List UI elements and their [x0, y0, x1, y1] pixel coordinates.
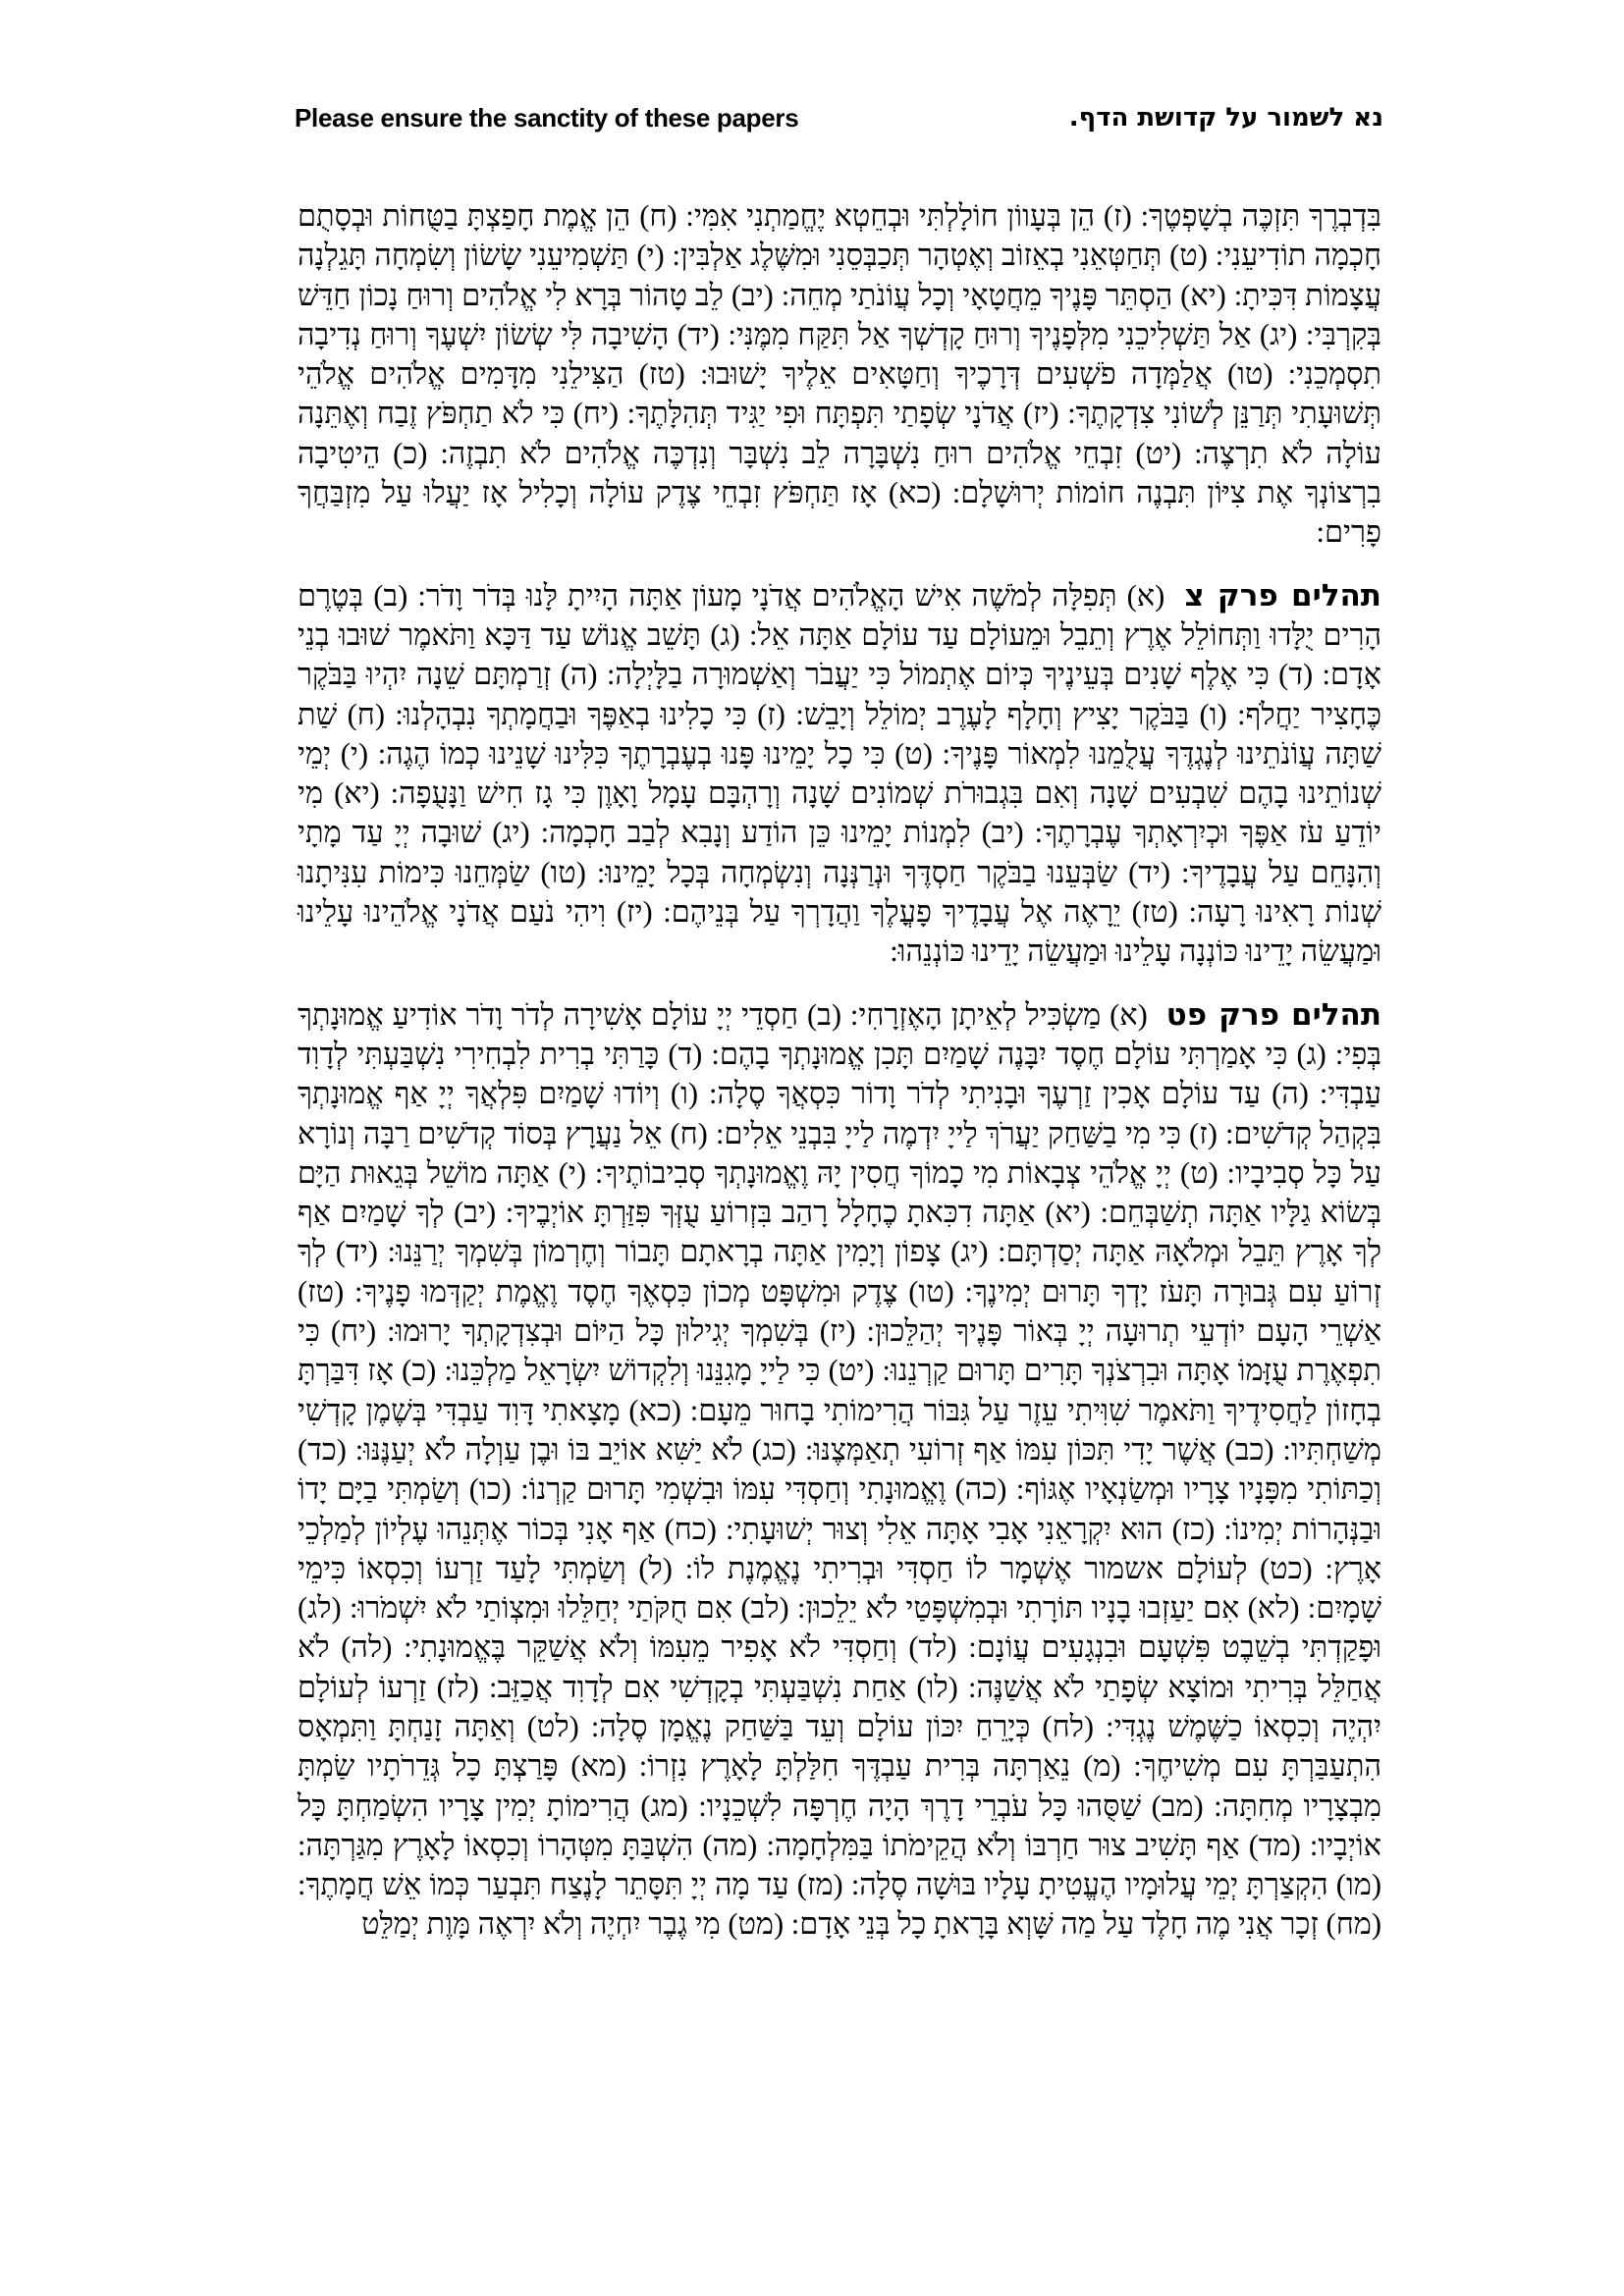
chapter-text: (א) תְּפִלָּה לְמֹשֶׁה אִישׁ הָאֱלֹהִים אֲדֹנָי מָעוֹן אַתָּה הָיִיתָ לָּנוּ בְּדֹר וָדֹר: (ב) בְּטֶרֶם הָרִים יֻלָּדוּ וַתְּחוֹלֵל אֶרֶץ וְתֵבֵל וּמֵעוֹלָם עַד עוֹלָם אַתָּה אֵל: (ג) תָּשֵׁב אֱנוֹשׁ עַד דַּכָּא וַתֹּאמֶר שׁוּבוּ בְנֵי אָדָם: (ד) כִּי אֶלֶף שָׁנִים בְּעֵינֶיךָ כְּיוֹם אֶתְמוֹל כִּי יַעֲבֹר וְאַשְׁמוּרָה בַלָּיְלָה: (ה) זְרַמְתָּם שֵׁנָה יִהְיוּ בַּבֹּקֶר כֶּחָצִיר יַחֲלֹף: (ו) בַּבֹּקֶר יָצִיץ וְחָלָף לָעֶרֶב יְמוֹלֵל וְיָבֵשׁ: (ז) כִּי כָלִינוּ בְאַפֶּךָ וּבַחֲמָתְךָ נִבְהָלְנוּ: (ח) שַׁת שַׁתָּה עֲוֹנֹתֵינוּ לְנֶגְדֶּךָ עֲלֻמֵנוּ לִמְאוֹר פָּנֶיךָ: (ט) כִּי כָל יָמֵינוּ פָּנוּ בְעֶבְרָתֶךָ כִּלִּינוּ שָׁנֵינוּ כְמוֹ הֶגֶה: (י) יְמֵי שְׁנוֹתֵינוּ בָהֶם שִׁבְעִים שָׁנָה וְאִם בִּגְבוּרֹת שְׁמוֹנִים שָׁנָה וְרָהְבָּם עָמָל וָאָוֶן כִּי גָז חִישׁ וַנָּעֻפָה: (יא) מִי יוֹדֵעַ עֹז אַפֶּךָ וּכְיִרְאָתְךָ עֶבְרָתֶךָ: (יב) לִמְנוֹת יָמֵינוּ כֵּן הוֹדַע וְנָבִא לְבַב חָכְמָה: (יג) שׁוּבָה יְיָ עַד מָתָי וְהִנָּחֵם עַל עֲבָדֶיךָ: (יד) שַׂבְּעֵנוּ בַבֹּקֶר חַסְדֶּךָ וּנְרַנְּנָה וְנִשְׂמְחָה בְּכָל יָמֵינוּ: (טו) שַׂמְּחֵנוּ כִּימוֹת עִנִּיתָנוּ שְׁנוֹת רָאִינוּ רָעָה: (טז) יֵרָאֶה אֶל עֲבָדֶיךָ פָעֳלֶךָ וַהֲדָרְךָ עַל בְּנֵיהֶם: (יז) וִיהִי נֹעַם אֲדֹנָי אֱלֹהֵינוּ עָלֵינוּ וּמַעֲשֵׂה יָדֵינוּ כּוֹנְנָה עָלֵינוּ וּמַעֲשֵׂה יָדֵינוּ כּוֹנְנֵהוּ:	[298, 578, 1381, 969]
psalms-text-body	[298, 196, 1381, 1945]
page-header	[295, 98, 1383, 137]
chapter-text: (א) מַשְׂכִּיל לְאֵיתָן הָאֶזְרָחִי: (ב) חַסְדֵי יְיָ עוֹלָם אָשִׁירָה לְדֹר וָדֹר אוֹדִיעַ אֱמוּנָתְךָ בְּפִי: (ג) כִּי אָמַרְתִּי עוֹלָם חֶסֶד יִבָּנֶה שָׁמַיִם תָּכִן אֱמוּנָתְךָ בָהֶם: (ד) כָּרַתִּי בְרִית לִבְחִירִי נִשְׁבַּעְתִּי לְדָוִד עַבְדִּי: (ה) עַד עוֹלָם אָכִין זַרְעֶךָ וּבָנִיתִי לְדֹר וָדוֹר כִּסְאֲךָ סֶלָה: (ו) וְיוֹדוּ שָׁמַיִם פִּלְאֲךָ יְיָ אַף אֱמוּנָתְךָ בִּקְהַל קְדֹשִׁים: (ז) כִּי מִי בַשַּׁחַק יַעֲרֹךְ לַייָ יִדְמֶה לַייָ בִּבְנֵי אֵלִים: (ח) אֵל נַעֲרָץ בְּסוֹד קְדֹשִׁים רַבָּה וְנוֹרָא עַל כָּל סְבִיבָיו: (ט) יְיָ אֱלֹהֵי צְבָאוֹת מִי כָמוֹךָ חֲסִין יָהּ וֶאֱמוּנָתְךָ סְבִיבוֹתֶיךָ: (י) אַתָּה מוֹשֵׁל בְּגֵאוּת הַיָּם בְּשׂוֹא גַלָּיו אַתָּה תְשַׁבְּחֵם: (יא) אַתָּה דִכִּאתָ כֶחָלָל רָהַב בִּזְרוֹעַ עֻזְּךָ פִּזַּרְתָּ אוֹיְבֶיךָ: (יב) לְךָ שָׁמַיִם אַף לְךָ אָרֶץ תֵּבֵל וּמְלֹאָהּ אַתָּה יְסַדְתָּם: (יג) צָפוֹן וְיָמִין אַתָּה בְרָאתָם תָּבוֹר וְחֶרְמוֹן בְּשִׁמְךָ יְרַנֵּנוּ: (יד) לְךָ זְרוֹעַ עִם גְּבוּרָה תָּעֹז יָדְךָ תָּרוּם יְמִינֶךָ: (טו) צֶדֶק וּמִשְׁפָּט מְכוֹן כִּסְאֶךָ חֶסֶד וֶאֱמֶת יְקַדְּמוּ פָנֶיךָ: (טז) אַשְׁרֵי הָעָם יוֹדְעֵי תְרוּעָה יְיָ בְּאוֹר פָּנֶיךָ יְהַלֵּכוּן: (יז) בְּשִׁמְךָ יְגִילוּן כָּל הַיּוֹם וּבְצִדְקָתְךָ יָרוּמוּ: (יח) כִּי תִפְאֶרֶת עֻזָּמוֹ אָתָּה וּבִרְצֹנְךָ תָּרִים תָּרוּם קַרְנֵנוּ: (יט) כִּי לַייָ מָגִנֵּנוּ וְלִקְדוֹשׁ יִשְׂרָאֵל מַלְכֵּנוּ: (כ) אָז דִּבַּרְתָּ בְחָזוֹן לַחֲסִידֶיךָ וַתֹּאמֶר שִׁוִּיתִי עֵזֶר עַל גִּבּוֹר הֲרִימוֹתִי בָחוּר מֵעָם: (כא) מָצָאתִי דָּוִד עַבְדִּי בְּשֶׁמֶן קָדְשִׁי מְשַׁחְתִּיו: (כב) אֲשֶׁר יָדִי תִּכּוֹן עִמּוֹ אַף זְרוֹעִי תְאַמְּצֶנּוּ: (כג) לֹא יַשִּׁא אוֹיֵב בּוֹ וּבֶן עַוְלָה לֹא יְעַנֶּנּוּ: (כד) וְכַתּוֹתִי מִפָּנָיו צָרָיו וּמְשַׂנְאָיו אֶגּוֹף: (כה) וֶאֱמוּנָתִי וְחַסְדִּי עִמּוֹ וּבִשְׁמִי תָּרוּם קַרְנוֹ: (כו) וְשַׂמְתִּי בַיָּם יָדוֹ וּבַנְּהָרוֹת יְמִינוֹ: (כז) הוּא יִקְרָאֵנִי אָבִי אָתָּה אֵלִי וְצוּר יְשׁוּעָתִי: (כח) אַף אָנִי בְּכוֹר אֶתְּנֵהוּ עֶלְיוֹן לְמַלְכֵי אָרֶץ: (כט) לְעוֹלָם אשמור אֶשְׁמָר לוֹ חַסְדִּי וּבְרִיתִי נֶאֱמֶנֶת לוֹ: (ל) וְשַׂמְתִּי לָעַד זַרְעוֹ וְכִסְאוֹ כִּימֵי שָׁמָיִם: (לא) אִם יַעַזְבוּ בָנָיו תּוֹרָתִי וּבְמִשְׁפָּטַי לֹא יֵלֵכוּן: (לב) אִם חֻקֹּתַי יְחַלֵּלוּ וּמִצְוֹתַי לֹא יִשְׁמֹרוּ: (לג) וּפָקַדְתִּי בְשֵׁבֶט פִּשְׁעָם וּבִנְגָעִים עֲוֹנָם: (לד) וְחַסְדִּי לֹא אָפִיר מֵעִמּוֹ וְלֹא אֲשַׁקֵּר בֶּאֱמוּנָתִי: (לה) לֹא אֲחַלֵּל בְּרִיתִי וּמוֹצָא שְׂפָתַי לֹא אֲשַׁנֶּה: (לו) אַחַת נִשְׁבַּעְתִּי בְקָדְשִׁי אִם לְדָוִד אֲכַזֵּב: (לז) זַרְעוֹ לְעוֹלָם יִהְיֶה וְכִסְאוֹ כַשֶּׁמֶשׁ נֶגְדִּי: (לח) כְּיָרֵחַ יִכּוֹן עוֹלָם וְעֵד בַּשַּׁחַק נֶאֱמָן סֶלָה: (לט) וְאַתָּה זָנַחְתָּ וַתִּמְאָס הִתְעַבַּרְתָּ עִם מְשִׁיחֶךָ: (מ) נֵאַרְתָּה בְּרִית עַבְדֶּךָ חִלַּלְתָּ לָאָרֶץ נִזְרוֹ: (מא) פָּרַצְתָּ כָל גְּדֵרֹתָיו שַׂמְתָּ מִבְצָרָיו מְחִתָּה: (מב) שַׁסֻּהוּ כָּל עֹבְרֵי דָרֶךְ הָיָה חֶרְפָּה לִשְׁכֵנָיו: (מג) הֲרִימוֹתָ יְמִין צָרָיו הִשְׂמַחְתָּ כָּל אוֹיְבָיו: (מד) אַף תָּשִׁיב צוּר חַרְבּוֹ וְלֹא הֲקֵימֹתוֹ בַּמִּלְחָמָה: (מה) הִשְׁבַּתָּ מִטְּהָרוֹ וְכִסְאוֹ לָאָרֶץ מִגַּרְתָּה: (מו) הִקְצַרְתָּ יְמֵי עֲלוּמָיו הֶעֱטִיתָ עָלָיו בּוּשָׁה סֶלָה: (מז) עַד מָה יְיָ תִּסָּתֵר לָנֶצַח תִּבְעַר כְּמוֹ אֵשׁ חֲמָתֶךָ: (מח) זְכָר אֲנִי מֶה חָלֶד עַל מַה שָּׁוְא בָּרָאתָ כָל בְּנֵי אָדָם: (מט) מִי גֶבֶר יִחְיֶה וְלֹא יִרְאֶה מָּוֶת יְמַלֵּט	[298, 997, 1381, 1942]
header-hebrew-notice: נא לשמור על קדושת הדף.	[1068, 103, 1383, 133]
chapter-heading: תהלים פרק צ	[1184, 577, 1381, 614]
psalm-90	[298, 576, 1381, 972]
header-english-notice: Please ensure the sanctity of these papers	[295, 102, 799, 133]
psalm-89	[298, 995, 1381, 1945]
psalm-51-continuation	[298, 196, 1381, 553]
chapter-heading: תהלים פרק פט	[1165, 996, 1381, 1033]
chapter-text: בִּדְבְרֶךָ תִּזְכֶּה בְשָׁפְטֶךָ: (ז) הֵן בְּעָווֹן חוֹלָלְתִּי וּבְחֵטְא יֶחֱמַתְנִי אִמִּי: (ח) הֵן אֱמֶת חָפַצְתָּ בַטֻּחוֹת וּבְסָתֻם חָכְמָה תוֹדִיעֵנִי: (ט) תְּחַטְּאֵנִי בְאֵזוֹב וְאֶטְהָר תְּכַבְּסֵנִי וּמִשֶּׁלֶג אַלְבִּין: (י) תַּשְׁמִיעֵנִי שָׂשׂוֹן וְשִׂמְחָה תָּגֵלְנָה עֲצָמוֹת דִּכִּיתָ: (יא) הַסְתֵּר פָּנֶיךָ מֵחֲטָאָי וְכָל עֲוֹנֹתַי מְחֵה: (יב) לֵב טָהוֹר בְּרָא לִי אֱלֹהִים וְרוּחַ נָכוֹן חַדֵּשׁ בְּקִרְבִּי: (יג) אַל תַּשְׁלִיכֵנִי מִלְּפָנֶיךָ וְרוּחַ קָדְשְׁךָ אַל תִּקַּח מִמֶּנִּי: (יד) הָשִׁיבָה לִּי שְׂשׂוֹן יִשְׁעֶךָ וְרוּחַ נְדִיבָה תִסְמְכֵנִי: (טו) אֲלַמְּדָה פֹשְׁעִים דְּרָכֶיךָ וְחַטָּאִים אֵלֶיךָ יָשׁוּבוּ: (טז) הַצִּילֵנִי מִדָּמִים אֱלֹהִים אֱלֹהֵי תְּשׁוּעָתִי תְּרַנֵּן לְשׁוֹנִי צִדְקָתֶךָ: (יז) אֲדֹנָי שְׂפָתַי תִּפְתָּח וּפִי יַגִּיד תְּהִלָּתֶךָ: (יח) כִּי לֹא תַחְפֹּץ זֶבַח וְאֶתֵּנָה עוֹלָה לֹא תִרְצֶה: (יט) זִבְחֵי אֱלֹהִים רוּחַ נִשְׁבָּרָה לֵב נִשְׁבָּר וְנִדְכֶּה אֱלֹהִים לֹא תִבְזֶה: (כ) הֵיטִיבָה בִרְצוֹנְךָ אֶת צִיּוֹן תִּבְנֶה חוֹמוֹת יְרוּשָׁלָם: (כא) אָז תַּחְפֹּץ זִבְחֵי צֶדֶק עוֹלָה וְכָלִיל אָז יַעֲלוּ עַל מִזְבַּחֲךָ פָרִים:	[298, 199, 1381, 550]
